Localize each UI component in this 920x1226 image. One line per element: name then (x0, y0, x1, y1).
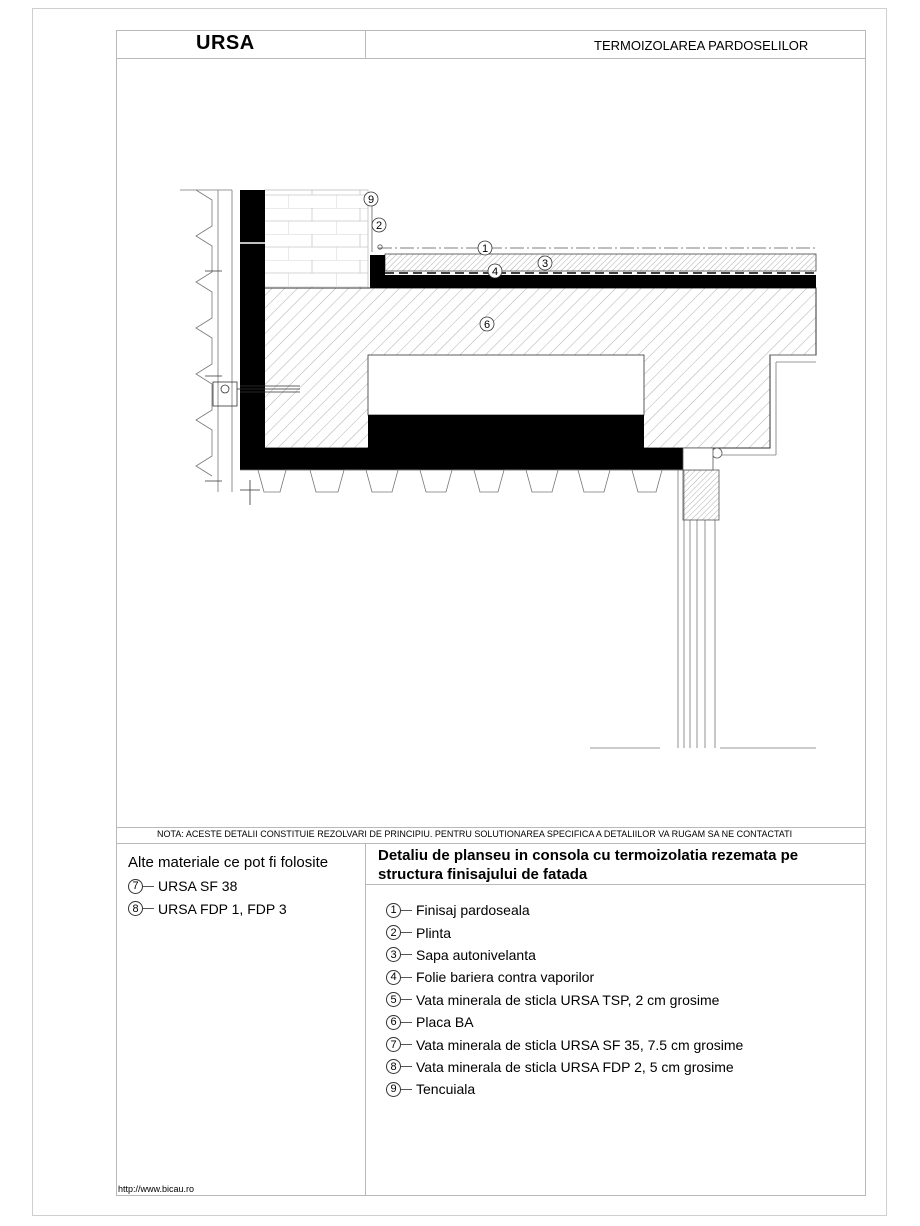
legend-list (386, 899, 743, 1101)
masonry-wall (264, 190, 368, 288)
item-label: URSA SF 38 (158, 878, 238, 895)
legend-number: 1 (386, 903, 401, 918)
legend-number: 4 (386, 970, 401, 985)
legend-label: Tencuiala (416, 1081, 476, 1098)
facade-insulation (240, 190, 265, 448)
callout-label: 3 (541, 258, 549, 270)
legend-number: 7 (386, 1037, 401, 1052)
legend-item (386, 1078, 743, 1100)
alternatives-heading: Alte materiale ce pot fi folosite (128, 854, 329, 871)
callout-label: 9 (367, 194, 375, 206)
slab-void (368, 355, 644, 415)
legend-label: Vata minerala de sticla URSA FDP 2, 5 cm grosime (416, 1058, 734, 1075)
legend-number: 5 (386, 992, 401, 1007)
legend-label: Vata minerala de sticla URSA SF 35, 7.5 cm grosime (416, 1036, 744, 1053)
item-number: 7 (128, 879, 143, 894)
callout-label: 6 (483, 319, 491, 331)
soffit-cladding (240, 470, 683, 492)
legend-item (386, 966, 743, 988)
footer-url: http://www.bicau.ro (118, 1184, 195, 1194)
alternatives-list (128, 875, 287, 920)
legend-number: 2 (386, 925, 401, 940)
detail-title: Detaliu de planseu in consola cu termoizolatia rezemata pe structura finisajului de fatada (378, 847, 799, 883)
callout-label: 2 (375, 220, 383, 232)
legend-label: Sapa autonivelanta (416, 946, 536, 963)
legend-item (386, 921, 743, 943)
legend-label: Placa BA (416, 1014, 474, 1031)
legend-label: Plinta (416, 924, 452, 941)
soffit-insulation (240, 448, 683, 470)
legend-label: Folie bariera contra vaporilor (416, 969, 595, 986)
edge-strip (370, 255, 385, 288)
callout-label: 1 (481, 243, 489, 255)
sheet-title: TERMOIZOLAREA PARDOSELILOR (594, 38, 809, 53)
window-sill-profile (683, 470, 719, 520)
legend-item (386, 944, 743, 966)
legend-label: Finisaj pardoseala (416, 902, 530, 919)
tsp-insulation (385, 275, 816, 288)
legend-item (386, 1056, 743, 1078)
list-item (128, 897, 287, 919)
legend-label: Vata minerala de sticla URSA TSP, 2 cm grosime (416, 991, 720, 1008)
legend-number: 6 (386, 1015, 401, 1030)
legend-number: 3 (386, 947, 401, 962)
callout-label: 4 (491, 266, 499, 278)
legend-number: 8 (386, 1059, 401, 1074)
item-number: 8 (128, 901, 143, 916)
brand-logo-text: URSA (196, 32, 255, 54)
insulation-sf35 (368, 415, 644, 448)
legend-item (386, 989, 743, 1011)
screed-layer (385, 254, 816, 271)
item-label: URSA FDP 1, FDP 3 (158, 900, 287, 917)
legend-item (386, 1011, 743, 1033)
legend-item (386, 899, 743, 921)
disclaimer-note: NOTA: ACESTE DETALII CONSTITUIE REZOLVARI DE PRINCIPIU. PENTRU SOLUTIONAREA SPECIFICA A DETALIILOR VA RUGAM SA NE CONTACTATI (157, 829, 793, 839)
legend-number: 9 (386, 1082, 401, 1097)
legend-item (386, 1033, 743, 1055)
list-item (128, 875, 287, 897)
facade-cladding (180, 190, 232, 492)
